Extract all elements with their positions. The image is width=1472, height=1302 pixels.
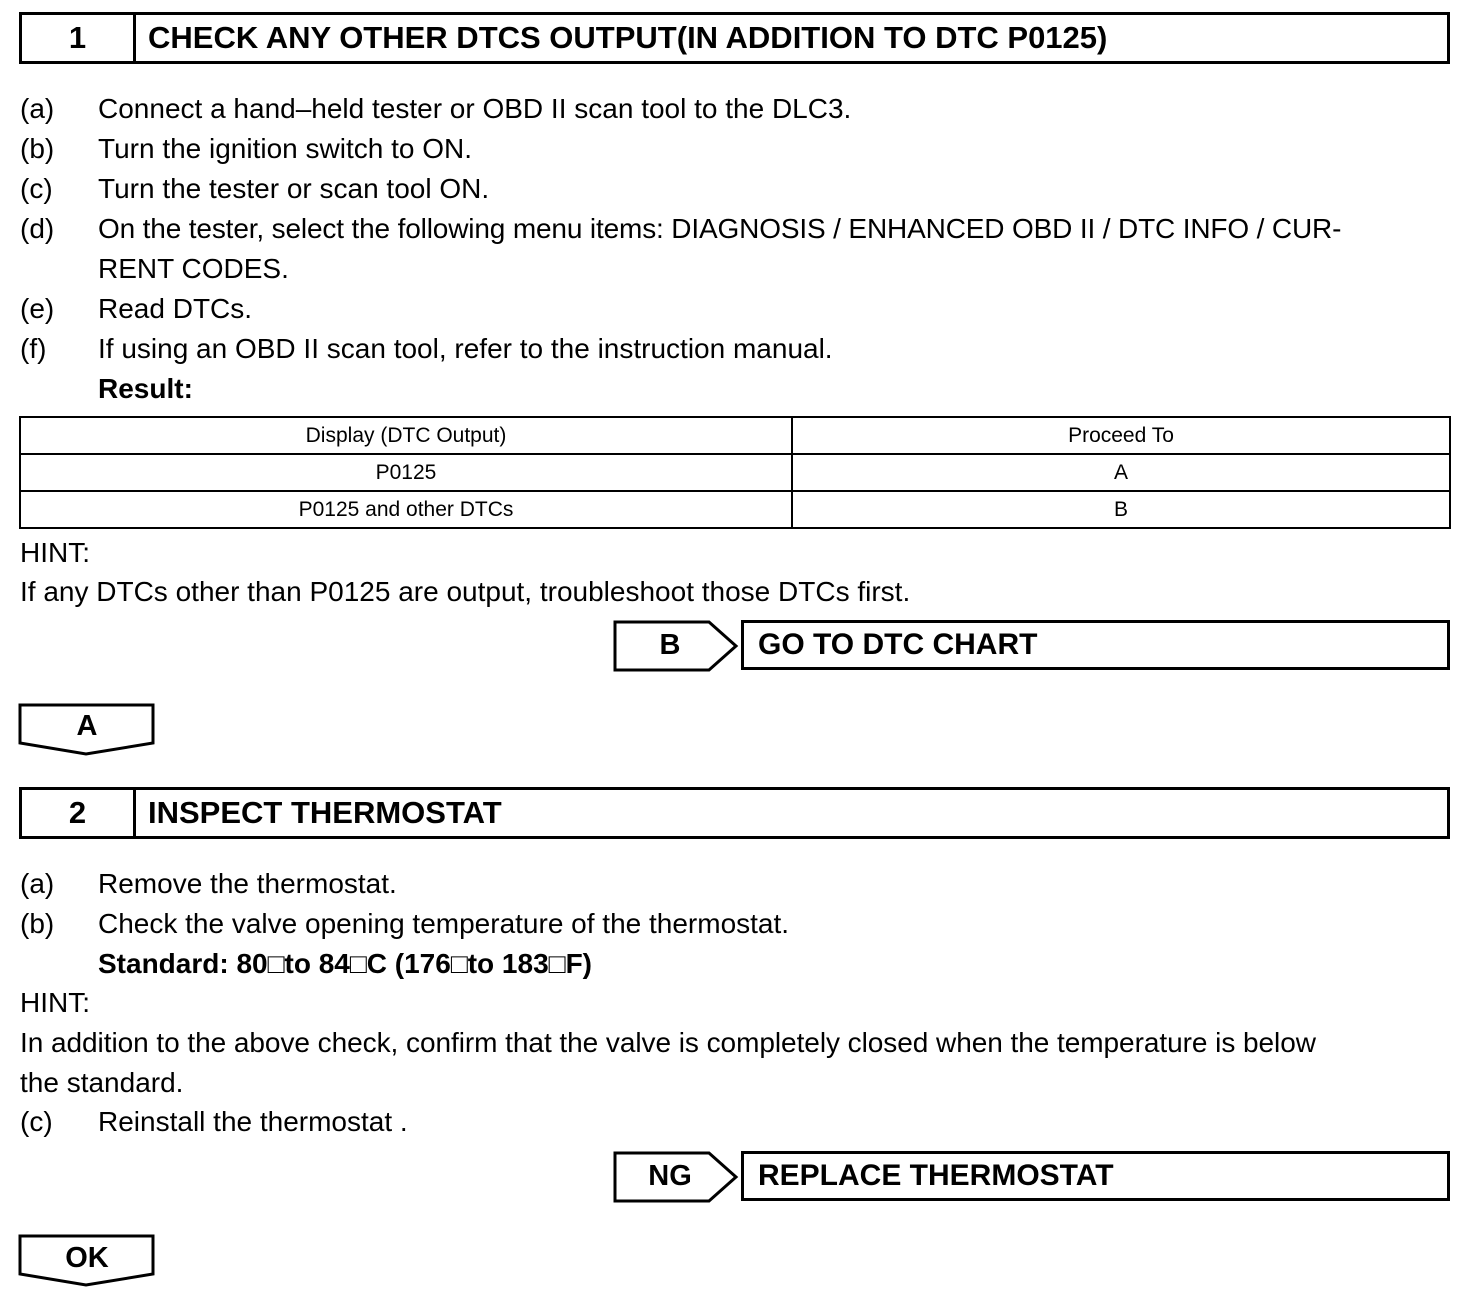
item-text: On the tester, select the following menu items: DIAGNOSIS / ENHANCED OBD II / DTC INFO / CUR- bbox=[98, 213, 1342, 244]
table-row bbox=[20, 454, 1450, 491]
item-text: Check the valve opening temperature of the thermostat. bbox=[98, 908, 790, 939]
item-text: Turn the tester or scan tool ON. bbox=[98, 173, 490, 204]
result-label: Result: bbox=[98, 373, 193, 404]
table-cell: P0125 and other DTCs bbox=[20, 491, 792, 528]
standard-spec: Standard: 80□to 84□C (176□to 183□F) bbox=[98, 948, 592, 979]
item-label: (f) bbox=[20, 333, 47, 364]
step-number: 2 bbox=[22, 790, 136, 836]
branch-label: NG bbox=[648, 1160, 692, 1192]
item-text: RENT CODES. bbox=[98, 253, 289, 284]
hint-label: HINT: bbox=[20, 537, 90, 568]
branch-action-text: GO TO DTC CHART bbox=[758, 628, 1038, 661]
item-text: Connect a hand–held tester or OBD II scan tool to the DLC3. bbox=[98, 93, 852, 124]
table-row bbox=[20, 491, 1450, 528]
table-cell: B bbox=[792, 491, 1450, 528]
item-text: Remove the thermostat. bbox=[98, 868, 397, 899]
branch-action-box bbox=[741, 1151, 1450, 1201]
branch-action-box bbox=[741, 620, 1450, 670]
item-label: (d) bbox=[20, 213, 55, 244]
proceed-label: A bbox=[76, 710, 98, 742]
table-cell: A bbox=[792, 454, 1450, 491]
step-1-header bbox=[19, 12, 1450, 64]
item-label: (a) bbox=[20, 93, 55, 124]
step-2-header bbox=[19, 787, 1450, 839]
hint-text: In addition to the above check, confirm that the valve is completely closed when the temperature is below bbox=[20, 1027, 1316, 1058]
column-header: Display (DTC Output) bbox=[20, 417, 792, 454]
hint-text: the standard. bbox=[20, 1067, 184, 1098]
branch-label: B bbox=[659, 629, 681, 661]
step-title: CHECK ANY OTHER DTCS OUTPUT(IN ADDITION TO DTC P0125) bbox=[148, 20, 1108, 55]
item-text: Reinstall the thermostat . bbox=[98, 1106, 408, 1137]
step-title: INSPECT THERMOSTAT bbox=[148, 795, 502, 830]
table-cell: P0125 bbox=[20, 454, 792, 491]
table-header-row bbox=[20, 417, 1450, 454]
result-table bbox=[19, 416, 1451, 529]
item-text: If using an OBD II scan tool, refer to the instruction manual. bbox=[98, 333, 833, 364]
item-text: Read DTCs. bbox=[98, 293, 253, 324]
hint-text: If any DTCs other than P0125 are output, troubleshoot those DTCs first. bbox=[20, 576, 911, 607]
branch-action-text: REPLACE THERMOSTAT bbox=[758, 1159, 1114, 1192]
item-label: (c) bbox=[20, 173, 53, 204]
item-label: (c) bbox=[20, 1106, 53, 1137]
item-text: Turn the ignition switch to ON. bbox=[98, 133, 473, 164]
item-label: (b) bbox=[20, 908, 55, 939]
item-label: (b) bbox=[20, 133, 55, 164]
item-label: (e) bbox=[20, 293, 55, 324]
step-number: 1 bbox=[22, 15, 136, 61]
hint-label: HINT: bbox=[20, 987, 90, 1018]
item-label: (a) bbox=[20, 868, 55, 899]
proceed-label: OK bbox=[65, 1242, 109, 1274]
column-header: Proceed To bbox=[792, 417, 1450, 454]
